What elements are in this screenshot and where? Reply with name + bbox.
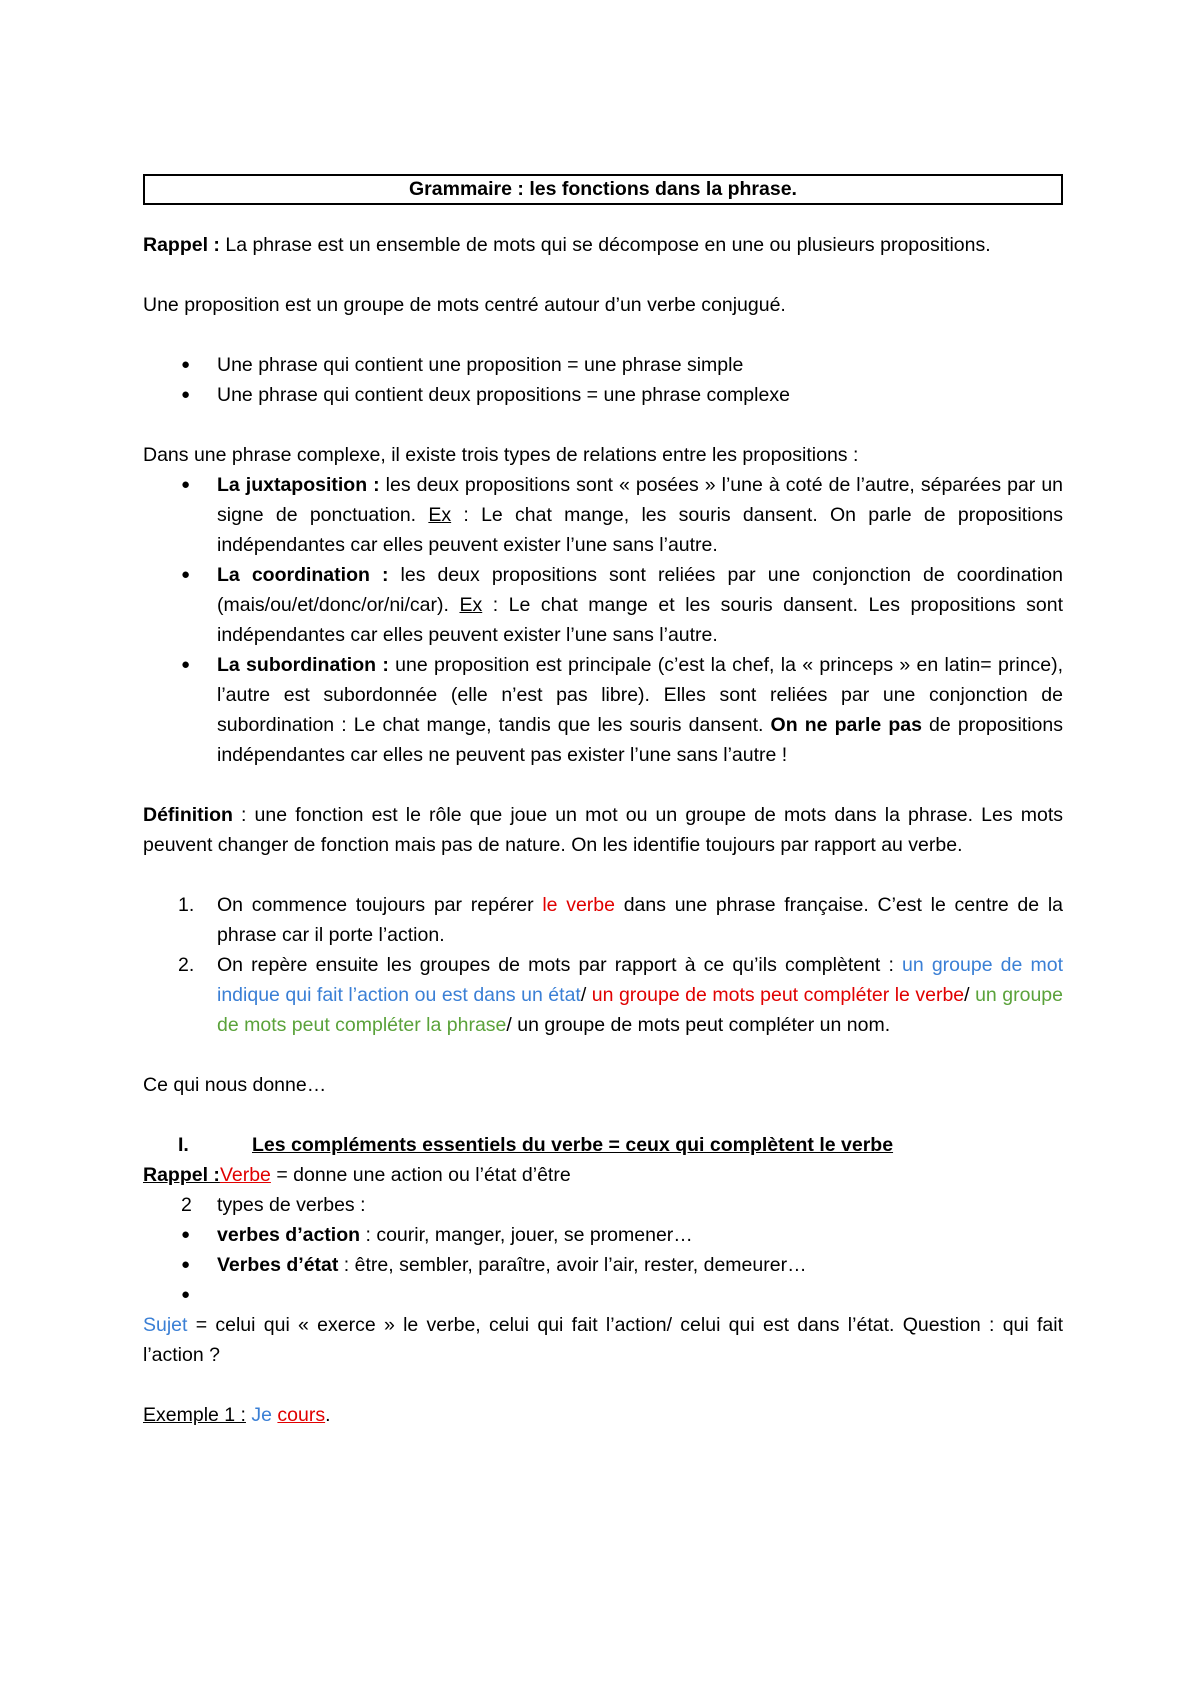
list-item-coordination: ● La coordination : les deux propositions sont reliées par une conjonction de coordination (mais/ou/et/donc/or/ni/car). Ex : Le chat mange et les souris dansent. Les propositions sont indépendantes car elles peuvent exister l’une sans l’autre. <box>143 560 1063 650</box>
bullet-icon: ● <box>181 566 191 583</box>
list-item-empty <box>143 1280 1063 1310</box>
list-item-step-2: 2. On repère ensuite les groupes de mots par rapport à ce qu’ils complètent : un groupe de mot indique qui fait l’action ou est dans un état/ un groupe de mots peut compléter le verbe/ un groupe de mots peut compléter la phrase/ un groupe de mots peut compléter un nom. <box>178 954 1063 1036</box>
list-item: ● Une phrase qui contient une proposition = une phrase simple <box>143 350 1063 380</box>
bullet-icon: ● <box>181 656 191 673</box>
bullet-icon: ● <box>181 386 191 403</box>
sujet-paragraph: Sujet = celui qui « exerce » le verbe, celui qui fait l’action/ celui qui est dans l’état. Question : qui fait l’action ? <box>143 1314 1063 1366</box>
document-content <box>143 174 1063 1430</box>
bullet-icon: ● <box>181 356 191 373</box>
list-item-step-1: 1. On commence toujours par repérer le verbe dans une phrase française. C’est le centre de la phrase car il porte l’action. <box>178 894 1063 946</box>
list-item-verbes-action: ● verbes d’action : courir, manger, jouer, se promener… <box>143 1220 1063 1250</box>
list-item-juxtaposition: ● La juxtaposition : les deux propositions sont « posées » l’une à coté de l’autre, séparées par un signe de ponctuation. Ex : Le chat mange, les souris dansent. On parle de propositions indépendantes car elles peuvent exister l’une sans l’autre. <box>143 470 1063 560</box>
steps-list <box>143 890 1063 1040</box>
list-item: ● Une phrase qui contient deux propositions = une phrase complexe <box>143 380 1063 410</box>
list-item-subordination: ● La subordination : une proposition est principale (c’est la chef, la « princeps » en latin= prince), l’autre est subordonnée (elle n’est pas libre). Elles sont reliées par une conjonction de subordination : Le chat mange, tandis que les souris dansent. On ne parle pas de propositions indépendantes car elles ne peuvent pas exister l’une sans l’autre ! <box>143 650 1063 770</box>
bullet-icon: ● <box>181 1286 191 1303</box>
list-item-verbes-etat: ● Verbes d’état : être, sembler, paraître, avoir l’air, rester, demeurer… <box>143 1250 1063 1280</box>
rappel-paragraph <box>143 230 1063 260</box>
bullet-icon: ● <box>181 1256 191 1273</box>
exemple-1: Exemple 1 : Je cours. <box>143 1404 331 1426</box>
rappel-text: La phrase est un ensemble de mots qui se décompose en une ou plusieurs propositions. <box>219 234 991 256</box>
verb-types-list <box>143 1220 1063 1310</box>
relations-intro: Dans une phrase complexe, il existe trois types de relations entre les propositions : <box>143 444 859 466</box>
relations-list <box>143 470 1063 770</box>
bullet-icon: ● <box>181 476 191 493</box>
section-heading: I. Les compléments essentiels du verbe = ceux qui complètent le verbe <box>178 1134 894 1156</box>
rappel-label: Rappel : <box>143 234 220 256</box>
proposition-definition: Une proposition est un groupe de mots centré autour d’un verbe conjugué. <box>143 294 786 316</box>
definition-paragraph: Définition : une fonction est le rôle que joue un mot ou un groupe de mots dans la phrase. Les mots peuvent changer de fonction mais pas de nature. On les identifie toujours par rapport au verbe. <box>143 804 1063 856</box>
document-title: Grammaire : les fonctions dans la phrase. <box>143 174 1063 205</box>
definition-label: Définition <box>143 804 233 826</box>
rappel2-paragraph: Rappel :Verbe = donne une action ou l’état d’être <box>143 1164 571 1186</box>
bullet-icon: ● <box>181 1226 191 1243</box>
types-verbes-line: 2 types de verbes : <box>181 1194 366 1216</box>
ce-qui-nous-donne: Ce qui nous donne… <box>143 1074 327 1096</box>
phrase-types-list <box>143 350 1063 410</box>
